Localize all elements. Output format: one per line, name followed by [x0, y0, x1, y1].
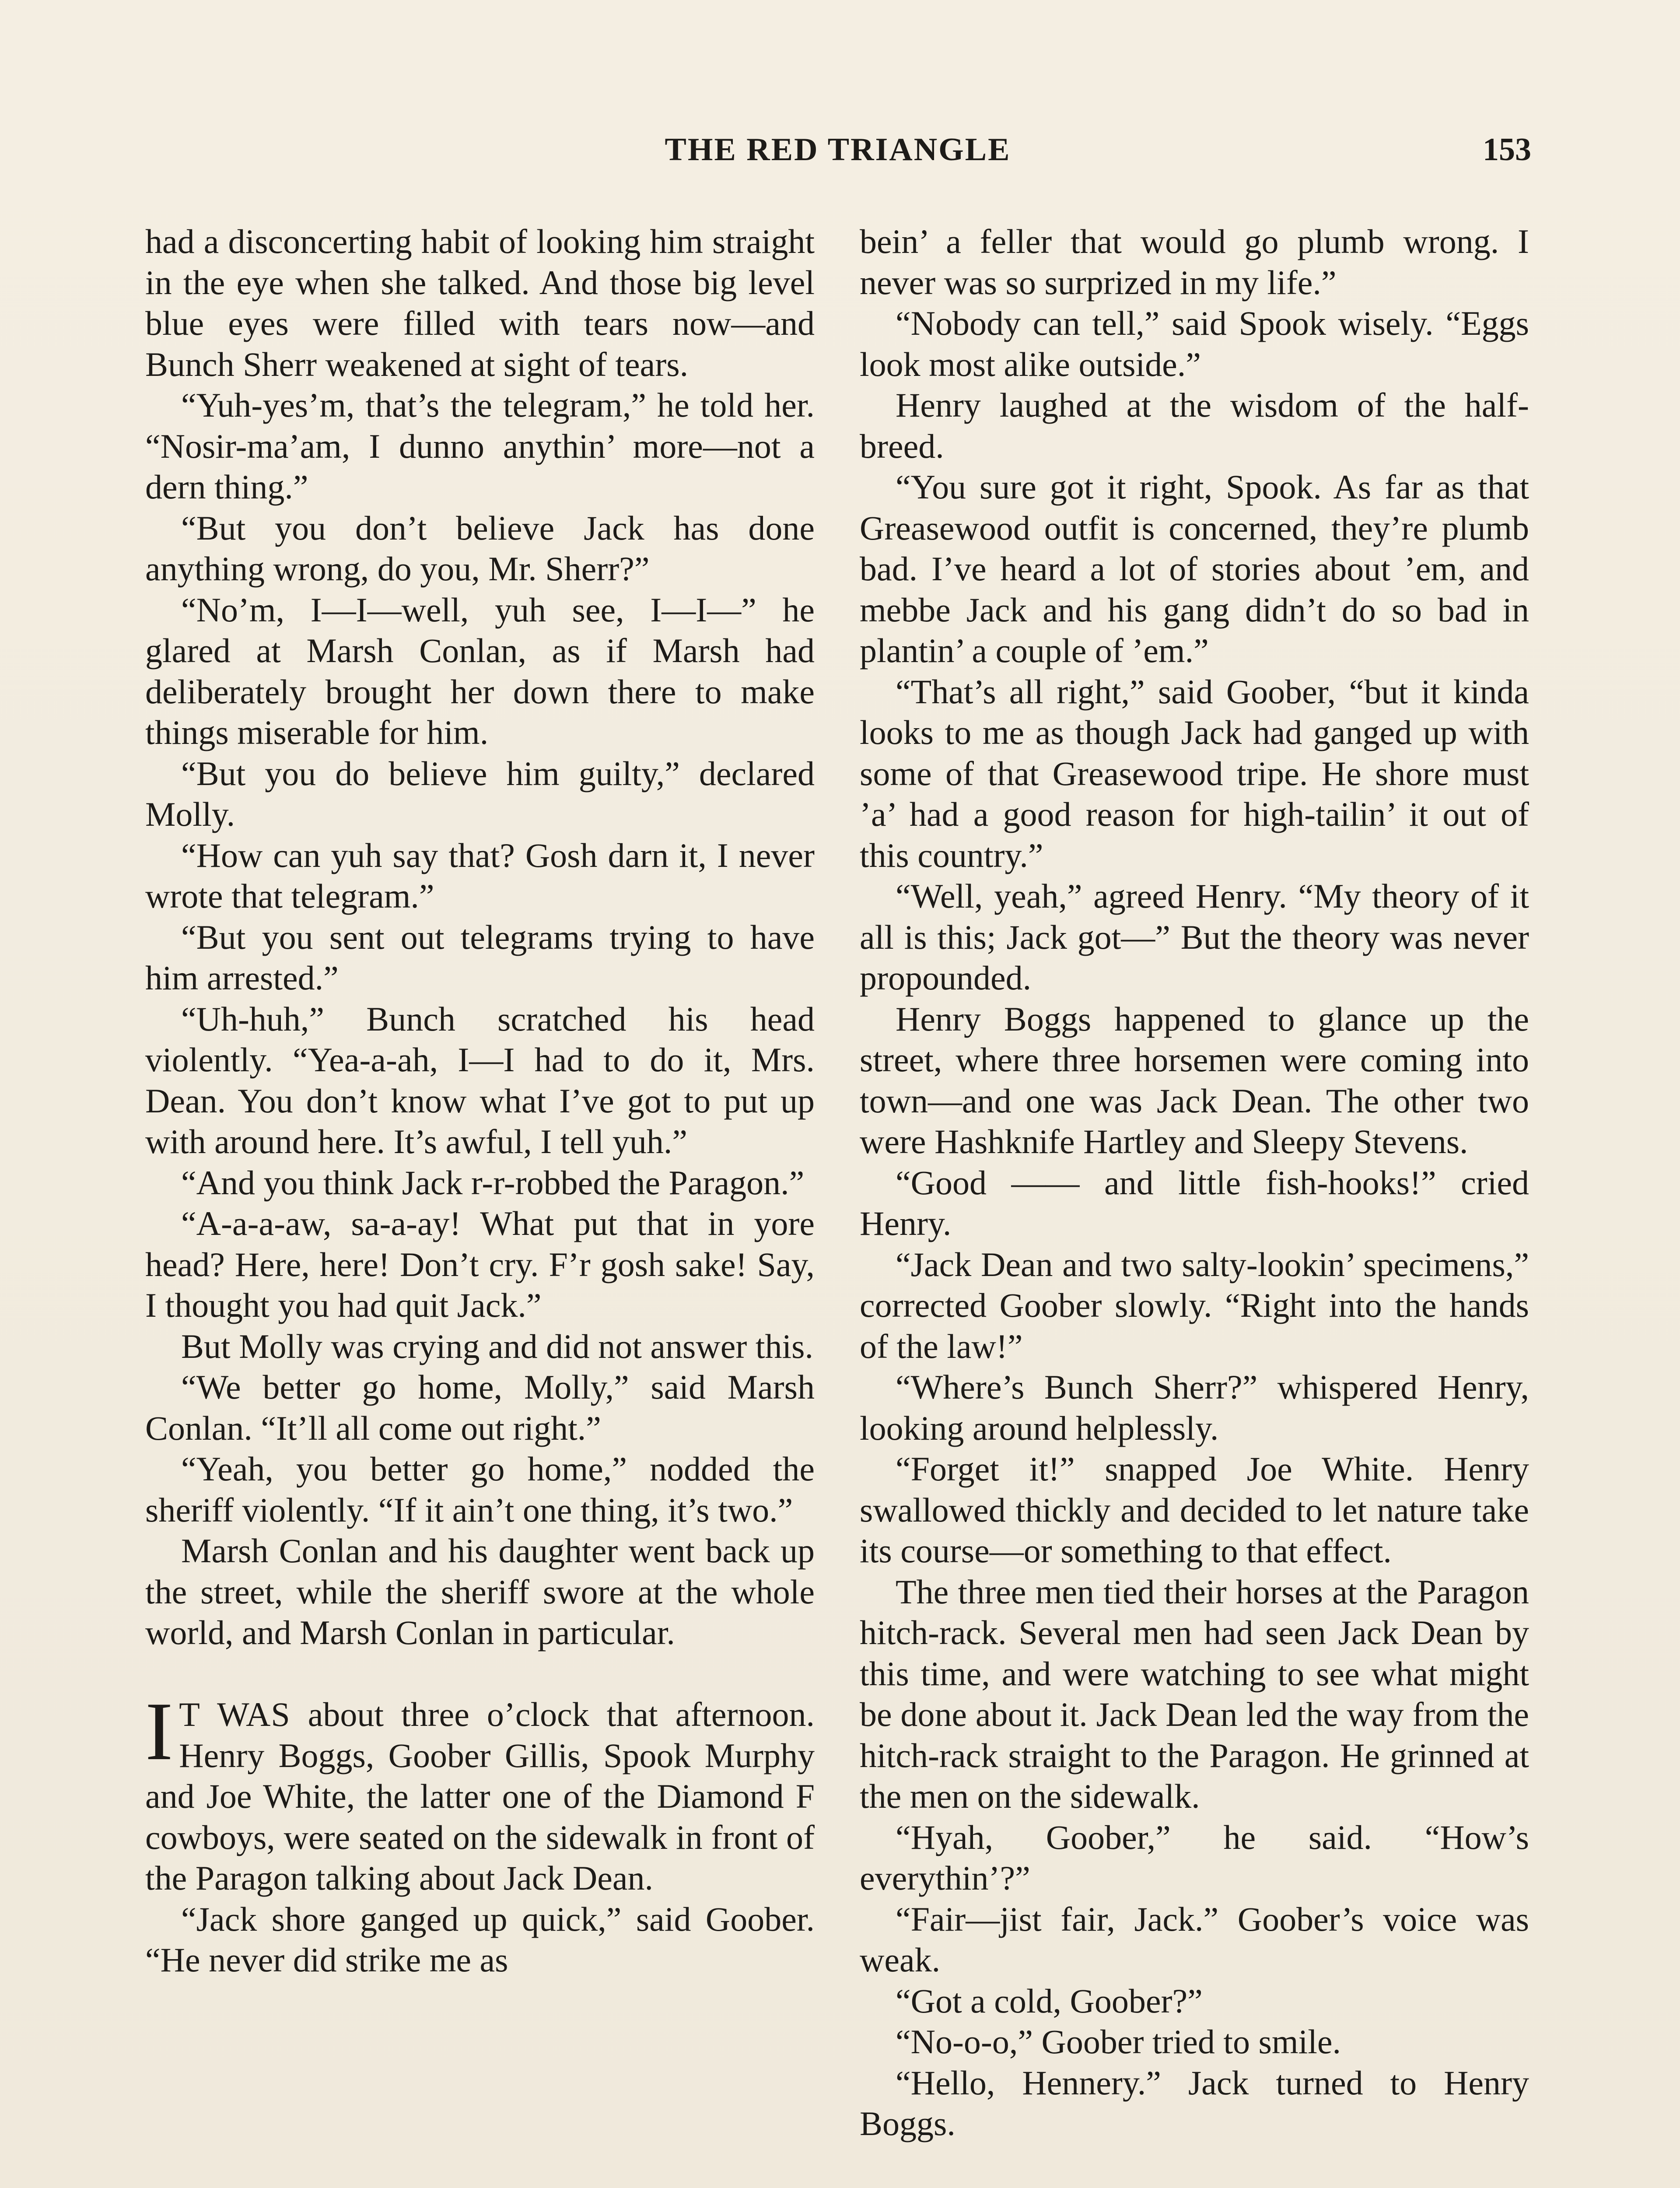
paragraph: “Good —— and little fish-hooks!” cried Henry. — [860, 1163, 1529, 1242]
paragraph: “But you sent out telegrams trying to have him arrested.” — [145, 918, 815, 997]
paragraph: The three men tied their horses at the Paragon hitch-rack. Several men had seen Jack Dean by this time, and were watching to see what might be done about it. Jack Dean led the way from the hitch-rack straight to the Paragon. He grinned at the men on the sidewalk. — [860, 1572, 1529, 1815]
paragraph: “No’m, I—I—well, yuh see, I—I—” he glared at Marsh Conlan, as if Marsh had deliberately brought her down there to make things miserable for him. — [145, 590, 815, 751]
left-column — [145, 221, 815, 1981]
paragraph: “Where’s Bunch Sherr?” whispered Henry, looking around helplessly. — [860, 1368, 1529, 1447]
paragraph: “Jack shore ganged up quick,” said Goober. “He never did strike me as — [145, 1900, 815, 1979]
paragraph: “We better go home, Molly,” said Marsh Conlan. “It’ll all come out right.” — [145, 1368, 815, 1447]
running-head — [144, 131, 1531, 179]
paragraph: “Hello, Hennery.” Jack turned to Henry Boggs. — [860, 2063, 1529, 2142]
paragraph: “Fair—jist fair, Jack.” Goober’s voice was weak. — [860, 1900, 1529, 1979]
paragraph: “Hyah, Goober,” he said. “How’s everythin’?” — [860, 1818, 1529, 1897]
paragraph: “And you think Jack r-r-robbed the Paragon.” — [181, 1163, 805, 1202]
paragraph: “That’s all right,” said Goober, “but it kinda looks to me as though Jack had ganged up with some of that Greasewood tripe. He shore must ’a’ had a good reason for high-tailin’ it out of this country.” — [860, 672, 1529, 874]
paragraph: “Yeah, you better go home,” nodded the sheriff violently. “If it ain’t one thing, it’s two.” — [145, 1450, 815, 1529]
section-text: about three o’clock that afternoon. Henry Boggs, Goober Gillis, Spook Murphy and Joe White, the latter one of the Diamond F cowboys, were seated on the sidewalk in front of the Paragon talking about Jack Dean. — [145, 1695, 815, 1897]
running-title: THE RED TRIANGLE — [665, 132, 1011, 168]
drop-cap: I — [145, 1686, 173, 1778]
paragraph: “How can yuh say that? Gosh darn it, I never wrote that telegram.” — [145, 836, 815, 915]
paragraph: “Got a cold, Goober?” — [896, 1981, 1203, 2020]
paragraph: “You sure got it right, Spook. As far as that Greasewood outfit is concerned, they’re plumb bad. I’ve heard a lot of stories about ’em, and mebbe Jack and his gang didn’t do so bad in plantin’ a couple of ’em.” — [860, 468, 1529, 670]
paragraph: “Yuh-yes’m, that’s the telegram,” he told her. “Nosir-ma’am, I dunno anythin’ more—not a dern thing.” — [145, 386, 815, 506]
paragraph: Henry laughed at the wisdom of the half-breed. — [860, 386, 1529, 465]
paragraph: “But you don’t believe Jack has done anything wrong, do you, Mr. Sherr?” — [145, 508, 815, 588]
paragraph: “Forget it!” snapped Joe White. Henry swallowed thickly and decided to let nature take its course—or something to that effect. — [860, 1450, 1529, 1570]
section-opening-paragraph — [145, 1686, 815, 1899]
paragraph: But Molly was crying and did not answer this. — [181, 1327, 814, 1365]
section-lead: T WAS — [179, 1695, 290, 1733]
paragraph: “No-o-o,” Goober tried to smile. — [896, 2023, 1341, 2061]
paragraph: “Jack Dean and two salty-lookin’ specimens,” corrected Goober slowly. “Right into the hands of the law!” — [860, 1245, 1529, 1365]
page-number: 153 — [1483, 132, 1531, 168]
paragraph: “Nobody can tell,” said Spook wisely. “Eggs look most alike outside.” — [860, 304, 1529, 383]
right-column — [860, 221, 1529, 2144]
paragraph: bein’ a feller that would go plumb wrong. I never was so surprized in my life.” — [860, 222, 1529, 302]
paragraph: “A-a-a-aw, sa-a-ay! What put that in yore head? Here, here! Don’t cry. F’r gosh sake! Say, I thought you had quit Jack.” — [145, 1204, 815, 1324]
paragraph: Henry Boggs happened to glance up the street, where three horsemen were coming into town—and one was Jack Dean. The other two were Hashknife Hartley and Sleepy Stevens. — [860, 999, 1529, 1161]
paragraph: “Uh-huh,” Bunch scratched his head violently. “Yea-a-ah, I—I had to do it, Mrs. Dean. You don’t know what I’ve got to put up with around here. It’s awful, I tell yuh.” — [145, 999, 815, 1161]
paragraph: Marsh Conlan and his daughter went back up the street, while the sheriff swore at the whole world, and Marsh Conlan in particular. — [145, 1532, 815, 1652]
paragraph: “Well, yeah,” agreed Henry. “My theory of it all is this; Jack got—” But the theory was never propounded. — [860, 877, 1529, 997]
paragraph: “But you do believe him guilty,” declared Molly. — [145, 754, 815, 833]
paragraph: had a disconcerting habit of looking him straight in the eye when she talked. And those big level blue eyes were filled with tears now—and Bunch Sherr weakened at sight of tears. — [145, 222, 815, 383]
